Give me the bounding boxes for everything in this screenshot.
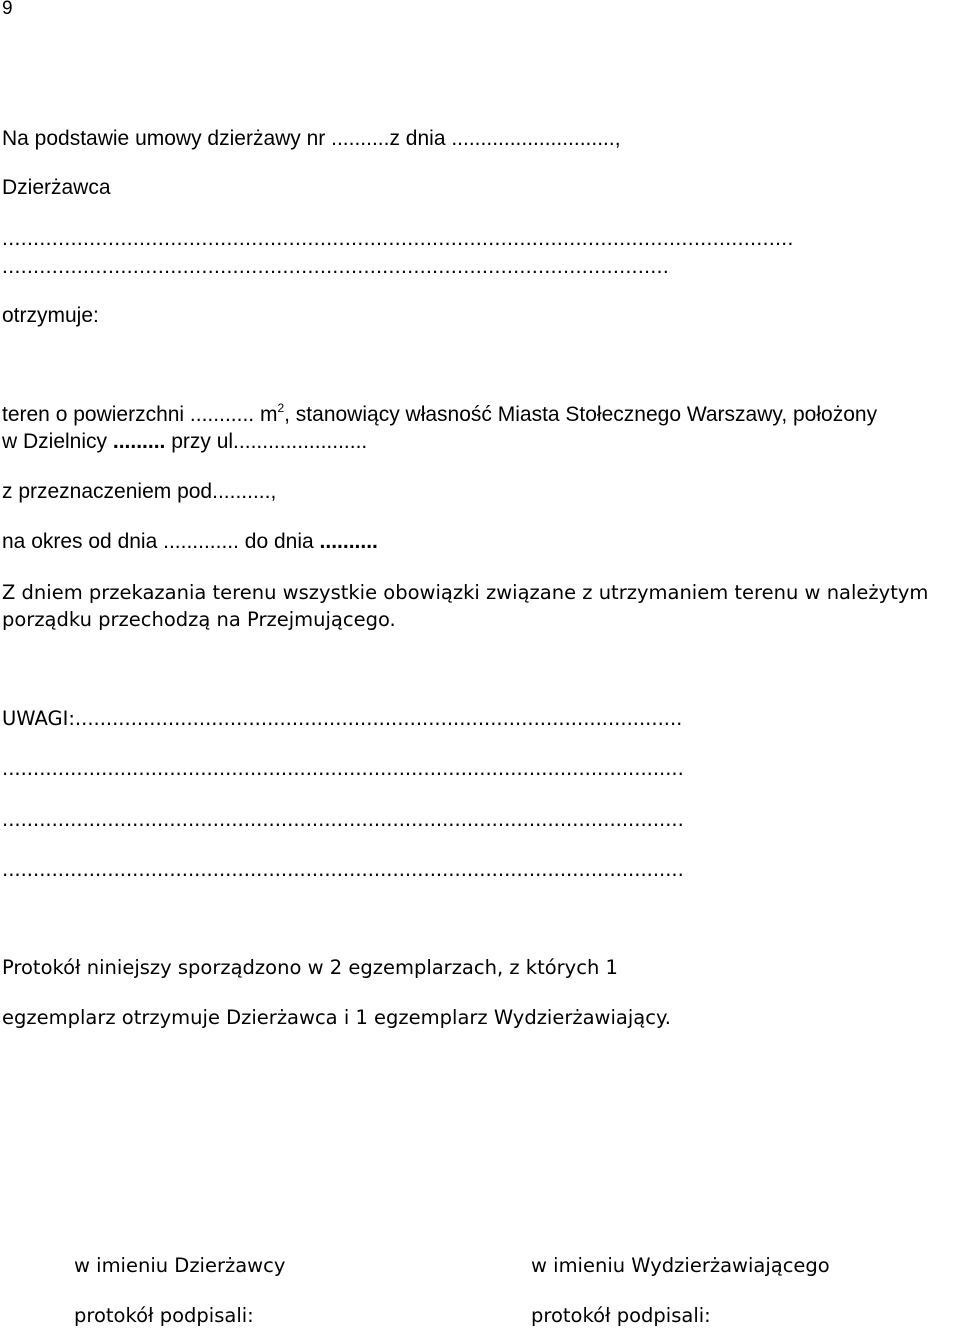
protocol-line-1: Protokół niniejszy sporządzono w 2 egzemplarzach, z których 1	[2, 956, 618, 979]
remarks-dots-1: ..............................................................................................................	[2, 757, 684, 780]
dots-line-2: ...........................................................................................................	[2, 255, 670, 278]
purpose-line: z przeznaczeniem pod..........,	[2, 480, 277, 503]
remarks-dots-2: ..............................................................................................................	[2, 808, 684, 831]
period-line	[2, 529, 378, 555]
dots-line-1: ...............................................................................................................................	[2, 227, 794, 250]
period-dots: ..........	[319, 530, 378, 553]
sign-right-caption: protokół podpisali:	[531, 1304, 711, 1327]
agreement-line: Na podstawie umowy dzierżawy nr ..........z dnia ............................,	[2, 127, 621, 150]
sign-right-title: w imieniu Wydzierżawiającego	[531, 1254, 830, 1277]
area-prefix: teren o powierzchni ........... m	[2, 403, 278, 426]
protocol-line-2: egzemplarz otrzymuje Dzierżawca i 1 egzemplarz Wydzierżawiający.	[2, 1006, 671, 1029]
sign-left-title: w imieniu Dzierżawcy	[74, 1254, 286, 1277]
handover-line-2: porządku przechodzą na Przejmującego.	[2, 608, 396, 631]
handover-line-1: Z dniem przekazania terenu wszystkie obowiązki związane z utrzymaniem terenu w należytym	[2, 581, 929, 604]
district-prefix: w Dzielnicy	[2, 430, 113, 453]
district-dots: .........	[112, 430, 166, 453]
area-line	[2, 402, 877, 428]
district-line	[2, 429, 367, 455]
page-number: 9	[2, 0, 13, 19]
street-field: przy ul.......................	[165, 430, 368, 453]
area-suffix: , stanowiący własność Miasta Stołecznego Warszawy, położony	[284, 403, 878, 426]
remarks-line: UWAGI:..................................................................................................	[2, 707, 683, 730]
sign-left-caption: protokół podpisali:	[74, 1304, 254, 1327]
receives-label: otrzymuje:	[2, 304, 99, 327]
remarks-dots-3: ..............................................................................................................	[2, 858, 684, 881]
area-superscript: 2	[277, 401, 285, 415]
period-prefix: na okres od dnia ............. do dnia	[2, 530, 320, 553]
tenant-label: Dzierżawca	[2, 176, 111, 199]
